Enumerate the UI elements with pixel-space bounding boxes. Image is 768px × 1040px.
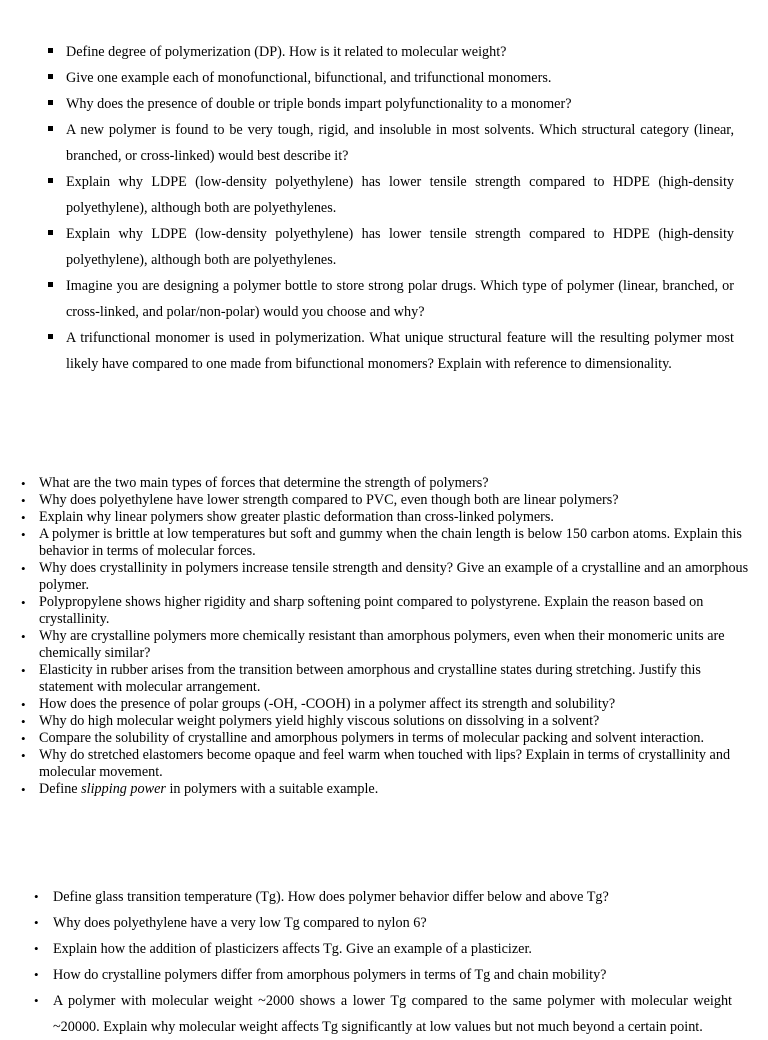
list-item: Why does the presence of double or triple bonds impart polyfunctionality to a monomer? <box>44 91 734 117</box>
square-bullet-icon <box>48 334 53 339</box>
round-bullet-icon: • <box>34 889 39 904</box>
list-item: • Why does polyethylene have lower strength compared to PVC, even though both are linear polymers? <box>21 492 619 508</box>
round-bullet-icon: • <box>21 731 26 746</box>
list-item: • Explain how the addition of plasticizers affects Tg. Give an example of a plasticizer. <box>32 936 732 962</box>
round-bullet-icon: • <box>21 697 26 712</box>
round-bullet-icon: • <box>21 510 26 525</box>
round-bullet-icon: • <box>34 993 39 1008</box>
list-item: Give one example each of monofunctional, bifunctional, and trifunctional monomers. <box>44 65 734 91</box>
round-bullet-icon: • <box>21 476 26 491</box>
list-item: Define degree of polymerization (DP). How is it related to molecular weight? <box>44 39 734 65</box>
question-list-3 <box>32 884 732 1040</box>
round-bullet-icon: • <box>21 663 26 678</box>
list-item: A trifunctional monomer is used in polymerization. What unique structural feature will the resulting polymer most likely have compared to one made from bifunctional monomers? Explain with reference to dimensionality. <box>44 325 734 377</box>
round-bullet-icon: • <box>21 527 26 542</box>
list-item: • Compare the solubility of crystalline and amorphous polymers in terms of molecular packing and solvent interaction. <box>21 730 705 746</box>
square-bullet-icon <box>48 230 53 235</box>
round-bullet-icon: • <box>21 748 26 763</box>
round-bullet-icon: • <box>21 493 26 508</box>
question-list-2 <box>18 475 758 798</box>
list-item: Explain why LDPE (low-density polyethylene) has lower tensile strength compared to HDPE (high-density polyethylene), although both are polyethylenes. <box>44 169 734 221</box>
list-item: • Polypropylene shows higher rigidity and sharp softening point compared to polystyrene. Explain the reason based on crystallinity. <box>21 594 704 627</box>
list-item: • How do crystalline polymers differ from amorphous polymers in terms of Tg and chain mobility? <box>32 962 732 988</box>
list-item: • Why do high molecular weight polymers yield highly viscous solutions on dissolving in a solvent? <box>21 713 600 729</box>
square-bullet-icon <box>48 48 53 53</box>
round-bullet-icon: • <box>21 714 26 729</box>
question-list-1 <box>44 39 734 377</box>
list-item: • Why do stretched elastomers become opaque and feel warm when touched with lips? Explain in terms of crystallinity and molecular movement. <box>21 747 731 780</box>
round-bullet-icon: • <box>34 967 39 982</box>
round-bullet-icon: • <box>21 629 26 644</box>
list-item: • Define slipping power in polymers with a suitable example. <box>21 781 379 797</box>
square-bullet-icon <box>48 100 53 105</box>
list-item: • How does the presence of polar groups (-OH, -COOH) in a polymer affect its strength and solubility? <box>21 696 616 712</box>
square-bullet-icon <box>48 74 53 79</box>
list-item: • Why does crystallinity in polymers increase tensile strength and density? Give an example of a crystalline and an amorphous polymer. <box>21 560 749 593</box>
round-bullet-icon: • <box>21 561 26 576</box>
square-bullet-icon <box>48 126 53 131</box>
round-bullet-icon: • <box>21 782 26 797</box>
list-item: • Define glass transition temperature (Tg). How does polymer behavior differ below and above Tg? <box>32 884 732 910</box>
square-bullet-icon <box>48 178 53 183</box>
square-bullet-icon <box>48 282 53 287</box>
emphasis-term: slipping power <box>81 781 166 797</box>
list-item: • Why are crystalline polymers more chemically resistant than amorphous polymers, even when their monomeric units are chemically similar? <box>21 628 725 661</box>
list-item: • A polymer with molecular weight ~2000 shows a lower Tg compared to the same polymer with molecular weight ~20000. Explain why molecular weight affects Tg significantly at low values but not much beyond a certain point. <box>32 988 732 1040</box>
round-bullet-icon: • <box>34 941 39 956</box>
list-item: • What are the two main types of forces that determine the strength of polymers? <box>21 475 489 491</box>
round-bullet-icon: • <box>34 915 39 930</box>
list-item: Explain why LDPE (low-density polyethylene) has lower tensile strength compared to HDPE (high-density polyethylene), although both are polyethylenes. <box>44 221 734 273</box>
list-item: • Why does polyethylene have a very low Tg compared to nylon 6? <box>32 910 732 936</box>
round-bullet-icon: • <box>21 595 26 610</box>
list-item: • Explain why linear polymers show greater plastic deformation than cross-linked polymers. <box>21 509 554 525</box>
list-item: • Elasticity in rubber arises from the transition between amorphous and crystalline states during stretching. Justify this statement with molecular arrangement. <box>21 662 701 695</box>
list-item: Imagine you are designing a polymer bottle to store strong polar drugs. Which type of polymer (linear, branched, or cross-linked, and polar/non-polar) would you choose and why? <box>44 273 734 325</box>
list-item: • A polymer is brittle at low temperatures but soft and gummy when the chain length is below 150 carbon atoms. Explain this behavior in terms of molecular forces. <box>21 526 742 559</box>
list-item: A new polymer is found to be very tough, rigid, and insoluble in most solvents. Which structural category (linear, branched, or cross-linked) would best describe it? <box>44 117 734 169</box>
